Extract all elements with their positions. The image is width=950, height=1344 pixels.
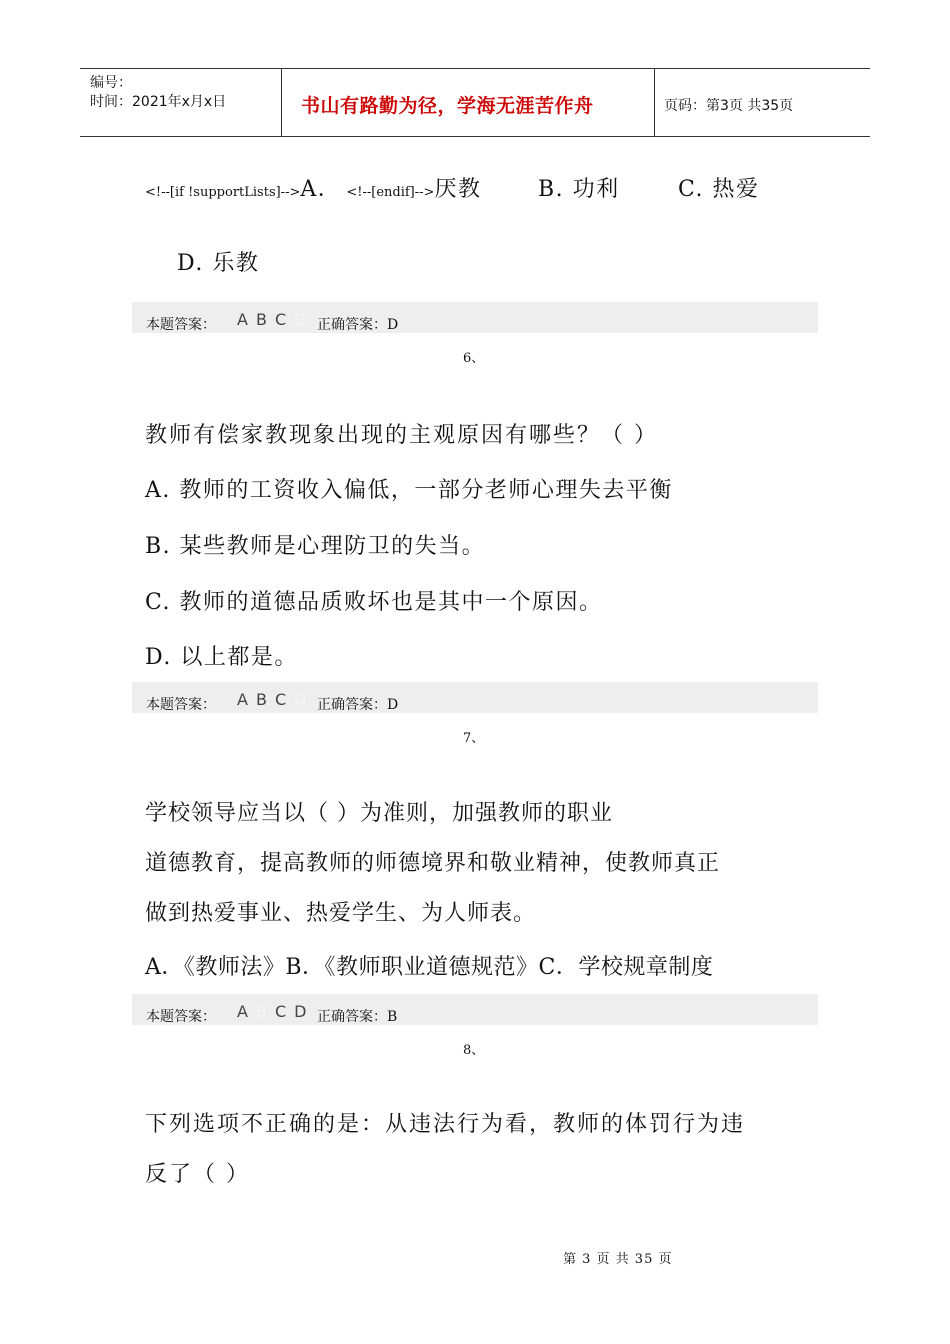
q5-option-c: C. 热爱 [678,177,760,202]
q5-option-a-label: A． [300,177,342,202]
answer-choices [237,690,314,709]
html-comment-text: <!--[endif]--> [346,185,435,200]
answer-choice-d[interactable]: D [294,310,307,329]
q5-options-row [145,172,481,203]
answer-choice-d[interactable]: D [294,1002,307,1021]
answer-choice-c[interactable]: C [274,1002,287,1021]
q7-stem-line-1: 学校领导应当以（ ）为准则，加强教师的职业 [145,801,613,826]
answer-choice-b[interactable]: B [255,690,267,709]
answer-choice-d[interactable]: D [294,690,307,709]
q6-option-a: A. 教师的工资收入偏低，一部分老师心理失去平衡 [145,478,673,503]
answer-choice-c[interactable]: C [274,690,287,709]
answer-choices [237,310,314,329]
header-motto: 书山有路勤为径，学海无涯苦作舟 [301,95,594,117]
doc-time-label: 时间：2021年x月x日 [90,94,227,110]
answer-choice-b[interactable]: B [255,1002,267,1021]
question-number: 7、 [463,731,485,746]
answer-choice-c[interactable]: C [274,310,287,329]
q6-option-d: D. 以上都是。 [145,645,298,670]
q7-stem-line-3: 做到热爱事业、热爱学生、为人师表。 [145,901,537,926]
correct-answer: 正确答案：D [317,317,399,333]
page-header [80,68,870,137]
q6-answer-bar [132,682,818,713]
correct-answer: 正确答案：D [317,697,399,713]
q8-stem-line-1: 下列选项不正确的是：从违法行为看，教师的体罚行为违 [145,1112,746,1137]
header-divider [281,69,282,136]
q5-option-a: 厌教 [434,177,482,202]
html-comment-text: <!--[if !supportLists]--> [145,185,301,200]
question-number: 6、 [463,351,485,366]
q7-answer-bar [132,994,818,1025]
q7-options-line: A．《教师法》B．《教师职业道德规范》C．学校规章制度 [145,955,714,980]
q6-option-b: B. 某些教师是心理防卫的失当。 [145,534,486,559]
page-indicator: 页码：第3页 共35页 [664,98,794,114]
header-divider [654,69,655,136]
q5-option-b: B. 功利 [538,177,620,202]
answer-choice-a[interactable]: A [237,1002,248,1021]
q7-stem-line-2: 道德教育，提高教师的师德境界和敬业精神，使教师真正 [145,851,721,876]
answer-label: 本题答案： [146,697,216,713]
q8-stem-line-2: 反了（ ） [145,1162,250,1187]
answer-choice-a[interactable]: A [237,310,248,329]
answer-label: 本题答案： [146,317,216,333]
question-number: 8、 [463,1043,485,1058]
q6-option-c: C. 教师的道德品质败坏也是其中一个原因。 [145,590,603,615]
page-footer: 第 3 页 共 35 页 [563,1252,673,1267]
correct-answer: 正确答案：B [317,1009,398,1025]
answer-choice-b[interactable]: B [255,310,267,329]
answer-choice-a[interactable]: A [237,690,248,709]
answer-label: 本题答案： [146,1009,216,1025]
answer-choices [237,1002,314,1021]
q5-option-d: D. 乐教 [177,251,260,276]
q6-stem: 教师有偿家教现象出现的主观原因有哪些？（ ） [145,423,658,448]
q5-answer-bar [132,302,818,333]
doc-number-label: 编号： [90,75,132,91]
